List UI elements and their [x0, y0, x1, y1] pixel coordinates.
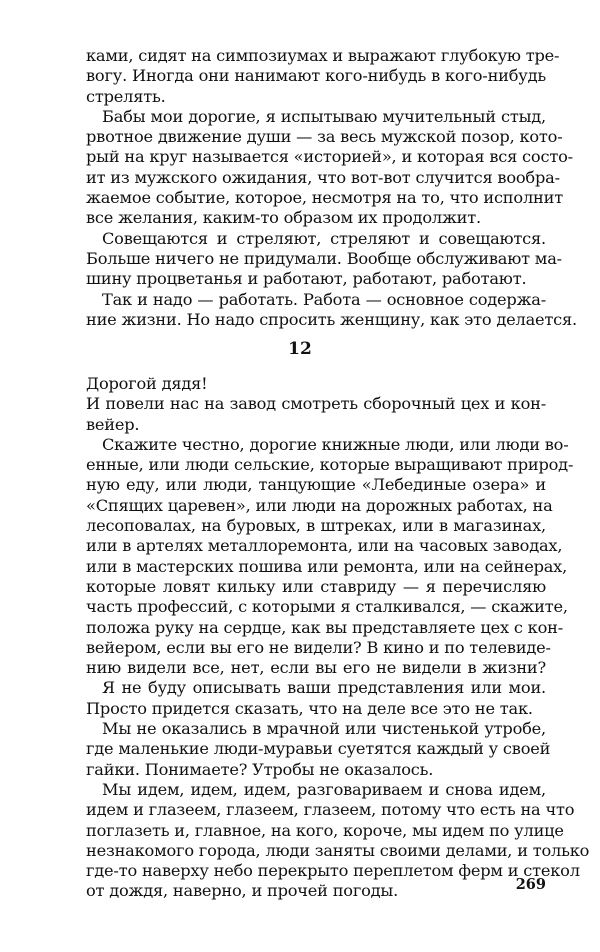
text-line: или в мастерских пошива или ремонта, или на сейнерах, [86, 556, 568, 576]
text-line: от дождя, наверно, и прочей погоды. [86, 881, 399, 901]
text-line: или в артелях металлоремонта, или на часовых заводах, [86, 536, 563, 556]
text-line: лесоповалах, на буровых, в штреках, или в магазинах, [86, 516, 546, 536]
text-block-top [86, 46, 578, 330]
page-number: 269 [515, 876, 546, 893]
text-line: часть профессий, с которыми я сталкивался, — скажите, [86, 597, 568, 617]
text-line: ние жизни. Но надо спросить женщину, как это делается. [86, 309, 578, 329]
text-line: вейер. [86, 414, 140, 434]
text-line: ками, сидят на симпозиумах и выражают глубокую тре- [86, 46, 560, 65]
text-line: енные, или люди сельские, которые выращивают природ- [86, 455, 574, 475]
text-block-bottom [86, 374, 590, 902]
text-line: Дорогой дядя! [86, 374, 208, 393]
text-line: Мы не оказались в мрачной или чистенькой утробе, [102, 719, 546, 739]
text-line: положа руку на сердце, как вы представляете цех с кон- [86, 617, 563, 637]
text-line: рый на круг называется «историей», и которая вся состо- [86, 147, 573, 167]
text-line: вогу. Иногда они нанимают кого-нибудь в кого-нибудь [86, 66, 546, 86]
text-line: где маленькие люди-муравьи суетятся каждый у своей [86, 739, 551, 759]
text-line: шину процветанья и работают, работают, работают. [86, 269, 527, 289]
text-line: Больше ничего не придумали. Вообще обслуживают ма- [86, 248, 562, 268]
text-line: где-то наверху небо перекрыто переплетом ферм и стекол [86, 861, 580, 881]
text-line: гайки. Понимаете? Утробы не оказалось. [86, 759, 434, 779]
text-line: которые ловят кильку или ставриду — я перечисляю [86, 576, 546, 596]
text-line: вейером, если вы его не видели? В кино и по телевиде- [86, 637, 551, 657]
text-line: стрелять. [86, 86, 166, 106]
text-line: Скажите честно, дорогие книжные люди, или люди во- [102, 434, 569, 454]
text-line: жаемое событие, которое, несмотря на то, что исполнит [86, 188, 563, 208]
text-line: Просто придется сказать, что на деле все это не так. [86, 698, 533, 718]
text-line: И повели нас на завод смотреть сборочный цех и кон- [86, 394, 546, 414]
text-line: Я не буду описывать ваши представления или мои. [102, 678, 546, 698]
text-line: ит из мужского ожидания, что вот-вот случится вообра- [86, 167, 560, 187]
text-line: поглазеть и, главное, на кого, короче, мы идем по улице [86, 820, 564, 840]
text-line: идем и глазеем, глазеем, глазеем, потому что есть на что [86, 800, 575, 820]
text-line: Бабы мои дорогие, я испытываю мучительный стыд, [102, 106, 546, 126]
text-line: Мы идем, идем, идем, разговариваем и снова идем, [102, 779, 546, 799]
text-line: ную еду, или люди, танцующие «Лебединые озера» и [86, 475, 546, 495]
text-line: незнакомого города, люди заняты своими делами, и только [86, 840, 590, 860]
chapter-number: 12 [288, 339, 312, 359]
text-line: нию видели все, нет, если вы его не видели в жизни? [86, 658, 546, 678]
text-line: все желания, каким-то образом их продолжит. [86, 208, 481, 228]
text-line: «Спящих царевен», или люди на дорожных работах, на [86, 495, 553, 515]
text-line: Совещаются и стреляют, стреляют и совещаются. [102, 228, 546, 248]
text-line: Так и надо — работать. Работа — основное содержа- [102, 289, 546, 309]
text-line: рвотное движение души — за весь мужской позор, кото- [86, 127, 563, 147]
